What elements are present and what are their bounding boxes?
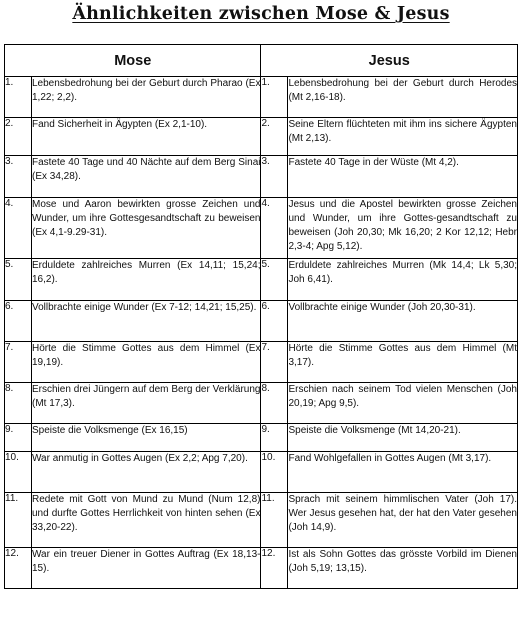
table-row [5, 548, 518, 589]
mose-number: 11. [5, 493, 32, 548]
jesus-text: Erschien nach seinem Tod vielen Menschen (Joh 20,19; Apg 9,5). [288, 383, 518, 424]
comparison-table [4, 44, 518, 589]
page-title: Ähnlichkeiten zwischen Mose & Jesus [72, 4, 450, 24]
table-row [5, 118, 518, 156]
mose-number: 9. [5, 424, 32, 452]
mose-text: War ein treuer Diener in Gottes Auftrag (Ex 18,13-15). [31, 548, 261, 589]
table-row [5, 301, 518, 342]
mose-text: Fand Sicherheit in Ägypten (Ex 2,1-10). [31, 118, 261, 156]
jesus-number: 1. [261, 77, 288, 118]
jesus-number: 11. [261, 493, 288, 548]
mose-number: 10. [5, 452, 32, 493]
mose-text: Lebensbedrohung bei der Geburt durch Pharao (Ex 1,22; 2,2). [31, 77, 261, 118]
mose-number: 12. [5, 548, 32, 589]
mose-text: Mose und Aaron bewirkten grosse Zeichen und Wunder, um ihre Gottesgesandtschaft zu beweisen (Ex 4,1-9.29-31). [31, 198, 261, 259]
jesus-text: Fastete 40 Tage in der Wüste (Mt 4,2). [288, 156, 518, 198]
mose-text: Fastete 40 Tage und 40 Nächte auf dem Berg Sinai (Ex 34,28). [31, 156, 261, 198]
table-row [5, 383, 518, 424]
mose-text: Redete mit Gott von Mund zu Mund (Num 12,8) und durfte Gottes Herrlichkeit von hinten sehen (Ex 33,20-22). [31, 493, 261, 548]
jesus-number: 4. [261, 198, 288, 259]
jesus-number: 10. [261, 452, 288, 493]
mose-text: Vollbrachte einige Wunder (Ex 7-12; 14,21; 15,25). [31, 301, 261, 342]
table-row [5, 424, 518, 452]
jesus-text: Lebensbedrohung bei der Geburt durch Herodes (Mt 2,16-18). [288, 77, 518, 118]
mose-text: War anmutig in Gottes Augen (Ex 2,2; Apg 7,20). [31, 452, 261, 493]
jesus-text: Sprach mit seinem himmlischen Vater (Joh 17). Wer Jesus gesehen hat, der hat den Vater gesehen (Joh 14,9). [288, 493, 518, 548]
mose-number: 3. [5, 156, 32, 198]
mose-number: 4. [5, 198, 32, 259]
table-row [5, 342, 518, 383]
table-row [5, 156, 518, 198]
table-row [5, 259, 518, 301]
jesus-number: 6. [261, 301, 288, 342]
jesus-text: Jesus und die Apostel bewirkten grosse Zeichen und Wunder, um ihre Gottes-gesandtschaft zu beweisen (Joh 20,30; Mk 16,20; 2 Kor 12,12; Hebr 2,3-4; Apg 5,12). [288, 198, 518, 259]
table-row [5, 452, 518, 493]
jesus-number: 5. [261, 259, 288, 301]
jesus-number: 12. [261, 548, 288, 589]
table-row [5, 493, 518, 548]
mose-text: Erduldete zahlreiches Murren (Ex 14,11; 15,24; 16,2). [31, 259, 261, 301]
jesus-text: Vollbrachte einige Wunder (Joh 20,30-31). [288, 301, 518, 342]
jesus-text: Speiste die Volksmenge (Mt 14,20-21). [288, 424, 518, 452]
column-header-mose: Mose [5, 45, 261, 77]
jesus-number: 8. [261, 383, 288, 424]
jesus-number: 9. [261, 424, 288, 452]
mose-number: 5. [5, 259, 32, 301]
jesus-text: Ist als Sohn Gottes das grösste Vorbild im Dienen (Joh 5,19; 13,15). [288, 548, 518, 589]
mose-number: 2. [5, 118, 32, 156]
jesus-text: Seine Eltern flüchteten mit ihm ins sichere Ägypten (Mt 2,13). [288, 118, 518, 156]
mose-text: Hörte die Stimme Gottes aus dem Himmel (Ex 19,19). [31, 342, 261, 383]
mose-number: 7. [5, 342, 32, 383]
mose-text: Speiste die Volksmenge (Ex 16,15) [31, 424, 261, 452]
jesus-text: Erduldete zahlreiches Murren (Mk 14,4; Lk 5,30; Joh 6,41). [288, 259, 518, 301]
jesus-number: 2. [261, 118, 288, 156]
mose-number: 6. [5, 301, 32, 342]
jesus-number: 3. [261, 156, 288, 198]
mose-number: 8. [5, 383, 32, 424]
mose-text: Erschien drei Jüngern auf dem Berg der Verklärung (Mt 17,3). [31, 383, 261, 424]
jesus-text: Fand Wohlgefallen in Gottes Augen (Mt 3,17). [288, 452, 518, 493]
mose-number: 1. [5, 77, 32, 118]
jesus-number: 7. [261, 342, 288, 383]
column-header-jesus: Jesus [261, 45, 518, 77]
jesus-text: Hörte die Stimme Gottes aus dem Himmel (Mt 3,17). [288, 342, 518, 383]
table-row [5, 77, 518, 118]
header-row [5, 45, 518, 77]
table-row [5, 198, 518, 259]
